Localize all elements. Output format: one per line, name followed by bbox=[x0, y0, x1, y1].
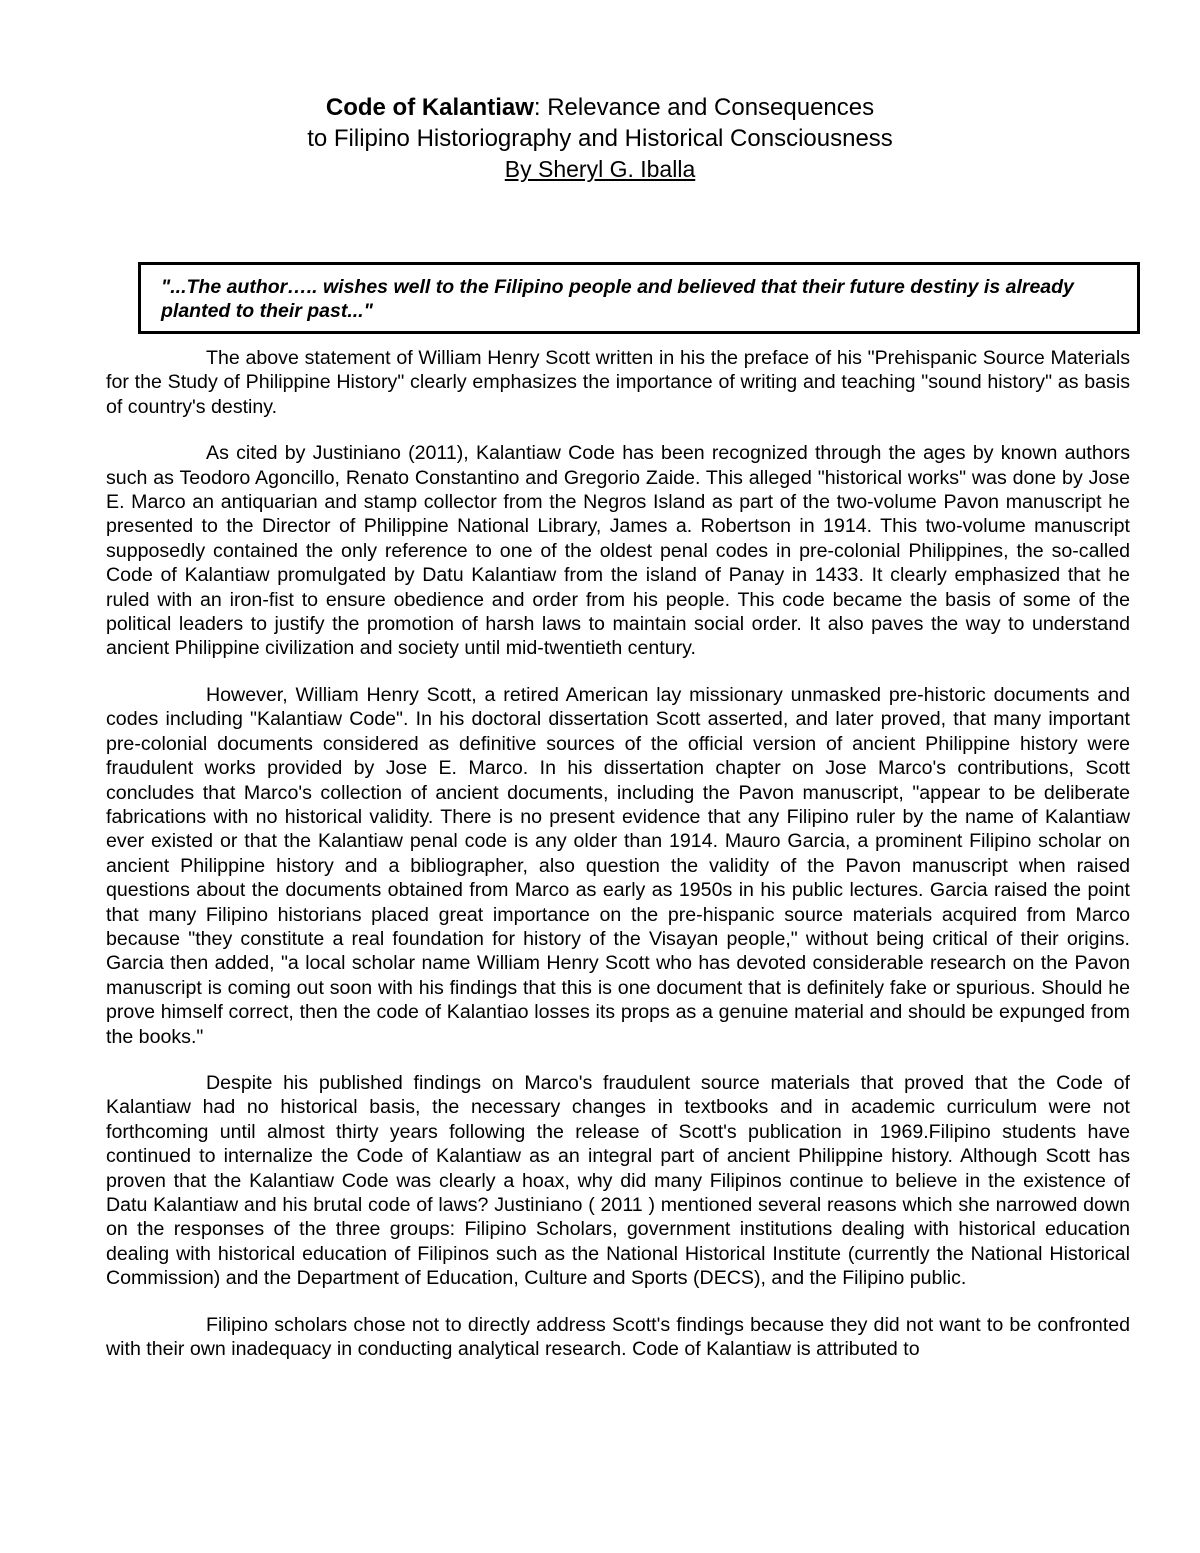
title-rest: : Relevance and Consequences bbox=[533, 94, 875, 121]
quote-text: "...The author….. wishes well to the Filipino people and believed that their future destiny is already planted to their past..." bbox=[161, 276, 1074, 322]
body-text bbox=[106, 346, 1130, 1361]
paragraph-3: However, William Henry Scott, a retired American lay missionary unmasked pre-historic documents and codes including "Kalantiaw Code". In his doctoral dissertation Scott asserted, and later proved, that many important pre-colonial documents considered as definitive sources of the official version of ancient Philippine history were fraudulent works provided by Jose E. Marco. In his dissertation chapter on Jose Marco's contributions, Scott concludes that Marco's collection of ancient documents, including the Pavon manuscript, "appear to be deliberate fabrications with no historical validity. There is no present evidence that any Filipino ruler by the name of Kalantiaw ever existed or that the Kalantiaw penal code is any older than 1914. Mauro Garcia, a prominent Filipino scholar on ancient Philippine history and a bibliographer, also question the validity of the Pavon manuscript when raised questions about the documents obtained from Marco as early as 1950s in his public lectures. Garcia raised the point that many Filipino historians placed great importance on the pre-hispanic source materials acquired from Marco because "they constitute a real foundation for history of the Visayan people," without being critical of their origins. Garcia then added, "a local scholar name William Henry Scott who has devoted considerable research on the Pavon manuscript is coming out soon with his findings that this is one document that is definitely fake or spurious. Should he prove himself correct, then the code of Kalantiao losses its props as a genuine material and should be expunged from the books." bbox=[106, 683, 1130, 1048]
paragraph-5: Filipino scholars chose not to directly address Scott's findings because they did not want to be confronted with their own inadequacy in conducting analytical research. Code of Kalantiaw is attributed to bbox=[106, 1313, 1130, 1361]
title-block bbox=[0, 92, 1200, 185]
title-bold: Code of Kalantiaw bbox=[325, 94, 534, 121]
author-byline: By Sheryl G. Iballa bbox=[504, 156, 696, 182]
paragraph-2: As cited by Justiniano (2011), Kalantiaw Code has been recognized through the ages by known authors such as Teodoro Agoncillo, Renato Constantino and Gregorio Zaide. This alleged "historical works" was done by Jose E. Marco an antiquarian and stamp collector from the Negros Island as part of the two-volume Pavon manuscript he presented to the Director of Philippine National Library, James a. Robertson in 1914. This two-volume manuscript supposedly contained the only reference to one of the oldest penal codes in pre-colonial Philippines, the so-called Code of Kalantiaw promulgated by Datu Kalantiaw from the island of Panay in 1433. It clearly emphasized that he ruled with an iron-fist to ensure obedience and order from his people. This code became the basis of some of the political leaders to justify the promotion of harsh laws to maintain social order. It also paves the way to understand ancient Philippine civilization and society until mid-twentieth century. bbox=[106, 442, 1130, 660]
paragraph-1: The above statement of William Henry Scott written in his the preface of his "Prehispanic Source Materials for the Study of Philippine History" clearly emphasizes the importance of writing and teaching "sound history" as basis of country's destiny. bbox=[106, 347, 1130, 418]
paragraph-4: Despite his published findings on Marco's fraudulent source materials that proved that the Code of Kalantiaw had no historical basis, the necessary changes in textbooks and in academic curriculum were not forthcoming until almost thirty years following the release of Scott's publication in 1969.Filipino students have continued to internalize the Code of Kalantiaw as an integral part of ancient Philippine history. Although Scott has proven that the Kalantiaw Code was clearly a hoax, why did many Filipinos continue to believe in the existence of Datu Kalantiaw and his brutal code of laws? Justiniano ( 2011 ) mentioned several reasons which she narrowed down on the responses of the three groups: Filipino Scholars, government institutions dealing with historical education dealing with historical education of Filipinos such as the National Historical Institute (currently the National Historical Commission) and the Department of Education, Culture and Sports (DECS), and the Filipino public. bbox=[106, 1071, 1130, 1290]
quote-box bbox=[138, 262, 1140, 334]
title-line-1 bbox=[0, 92, 1200, 123]
title-line-2: to Filipino Historiography and Historical Consciousness bbox=[307, 125, 893, 152]
